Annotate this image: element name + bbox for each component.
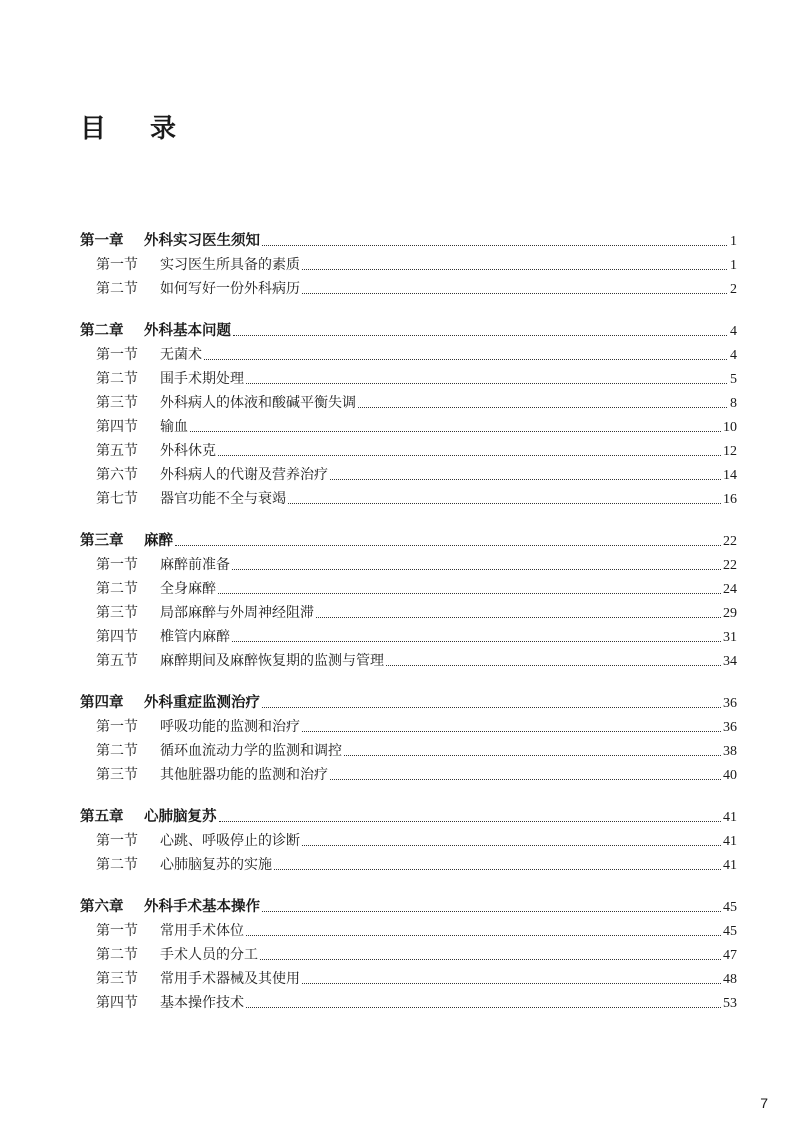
section-number: 第二节	[96, 743, 138, 759]
page-number: 7	[760, 1095, 768, 1111]
section-number: 第四节	[96, 629, 138, 645]
section-page-number: 24	[723, 582, 737, 597]
toc-section-entry[interactable]	[80, 763, 737, 787]
section-page-number: 2	[730, 282, 737, 297]
toc-section-entry[interactable]	[80, 277, 737, 301]
dot-leader	[190, 430, 721, 432]
section-title: 外科病人的代谢及营养治疗	[160, 467, 328, 483]
dot-leader	[218, 592, 721, 594]
chapter-title: 心肺脑复苏	[144, 809, 217, 825]
section-number: 第五节	[96, 653, 138, 669]
toc-section-entry[interactable]	[80, 439, 737, 463]
section-number: 第三节	[96, 971, 138, 987]
chapter-title: 外科实习医生须知	[144, 233, 260, 249]
section-number: 第二节	[96, 947, 138, 963]
dot-leader	[344, 754, 721, 756]
section-title: 外科病人的体液和酸碱平衡失调	[160, 395, 356, 411]
section-number: 第三节	[96, 767, 138, 783]
section-page-number: 22	[723, 558, 737, 573]
section-title: 局部麻醉与外周神经阻滞	[160, 605, 314, 621]
section-number: 第二节	[96, 281, 138, 297]
toc-section-entry[interactable]	[80, 391, 737, 415]
section-title: 围手术期处理	[160, 371, 244, 387]
section-title: 心跳、呼吸停止的诊断	[160, 833, 300, 849]
section-title: 输血	[160, 419, 188, 435]
dot-leader	[358, 406, 727, 408]
title-char-1: 目	[80, 114, 107, 144]
chapter-page-number: 41	[723, 810, 737, 825]
toc-section-entry[interactable]	[80, 415, 737, 439]
chapter-number: 第三章	[80, 533, 124, 549]
section-title: 麻醉前准备	[160, 557, 230, 573]
section-number: 第一节	[96, 833, 138, 849]
section-title: 实习医生所具备的素质	[160, 257, 300, 273]
toc-chapter-entry[interactable]	[80, 805, 737, 829]
dot-leader	[262, 706, 721, 708]
toc-section-entry[interactable]	[80, 943, 737, 967]
dot-leader	[288, 502, 721, 504]
toc-section-entry[interactable]	[80, 919, 737, 943]
section-page-number: 45	[723, 924, 737, 939]
section-page-number: 4	[730, 348, 737, 363]
chapter-title: 外科基本问题	[144, 323, 231, 339]
dot-leader	[175, 544, 721, 546]
dot-leader	[232, 568, 721, 570]
section-number: 第五节	[96, 443, 138, 459]
toc-chapter-entry[interactable]	[80, 895, 737, 919]
section-number: 第一节	[96, 347, 138, 363]
section-title: 椎管内麻醉	[160, 629, 230, 645]
dot-leader	[302, 268, 727, 270]
section-title: 循环血流动力学的监测和调控	[160, 743, 342, 759]
toc-section-entry[interactable]	[80, 577, 737, 601]
toc-section-entry[interactable]	[80, 739, 737, 763]
section-number: 第七节	[96, 491, 138, 507]
section-page-number: 8	[730, 396, 737, 411]
dot-leader	[246, 934, 721, 936]
toc-section-entry[interactable]	[80, 991, 737, 1015]
toc-section-entry[interactable]	[80, 601, 737, 625]
section-page-number: 41	[723, 858, 737, 873]
dot-leader	[260, 958, 721, 960]
chapter-page-number: 1	[730, 234, 737, 249]
section-number: 第一节	[96, 557, 138, 573]
chapter-number: 第二章	[80, 323, 124, 339]
section-number: 第二节	[96, 857, 138, 873]
dot-leader	[219, 820, 722, 822]
dot-leader	[262, 244, 727, 246]
table-of-contents	[80, 229, 737, 1033]
section-title: 器官功能不全与衰竭	[160, 491, 286, 507]
dot-leader	[246, 1006, 721, 1008]
section-number: 第一节	[96, 923, 138, 939]
toc-section-entry[interactable]	[80, 343, 737, 367]
section-title: 常用手术体位	[160, 923, 244, 939]
chapter-number: 第四章	[80, 695, 124, 711]
section-page-number: 47	[723, 948, 737, 963]
section-page-number: 31	[723, 630, 737, 645]
section-title: 心肺脑复苏的实施	[160, 857, 272, 873]
chapter-group	[80, 691, 737, 787]
toc-chapter-entry[interactable]	[80, 529, 737, 553]
section-title: 手术人员的分工	[160, 947, 258, 963]
section-page-number: 48	[723, 972, 737, 987]
dot-leader	[218, 454, 721, 456]
section-page-number: 29	[723, 606, 737, 621]
section-page-number: 34	[723, 654, 737, 669]
section-page-number: 41	[723, 834, 737, 849]
section-number: 第六节	[96, 467, 138, 483]
section-page-number: 38	[723, 744, 737, 759]
chapter-number: 第五章	[80, 809, 124, 825]
toc-section-entry[interactable]	[80, 649, 737, 673]
section-title: 麻醉期间及麻醉恢复期的监测与管理	[160, 653, 384, 669]
chapter-page-number: 22	[723, 534, 737, 549]
dot-leader	[302, 292, 727, 294]
dot-leader	[302, 982, 721, 984]
section-title: 如何写好一份外科病历	[160, 281, 300, 297]
section-page-number: 16	[723, 492, 737, 507]
chapter-title: 外科手术基本操作	[144, 899, 260, 915]
section-title: 全身麻醉	[160, 581, 216, 597]
toc-section-entry[interactable]	[80, 967, 737, 991]
section-title: 其他脏器功能的监测和治疗	[160, 767, 328, 783]
section-title: 常用手术器械及其使用	[160, 971, 300, 987]
section-title: 基本操作技术	[160, 995, 244, 1011]
chapter-number: 第六章	[80, 899, 124, 915]
section-number: 第一节	[96, 719, 138, 735]
dot-leader	[246, 382, 727, 384]
section-page-number: 12	[723, 444, 737, 459]
toc-section-entry[interactable]	[80, 715, 737, 739]
section-page-number: 53	[723, 996, 737, 1011]
section-number: 第二节	[96, 581, 138, 597]
dot-leader	[330, 778, 721, 780]
dot-leader	[330, 478, 721, 480]
toc-chapter-entry[interactable]	[80, 229, 737, 253]
toc-section-entry[interactable]	[80, 829, 737, 853]
section-title: 外科休克	[160, 443, 216, 459]
chapter-group	[80, 805, 737, 877]
section-page-number: 40	[723, 768, 737, 783]
chapter-group	[80, 319, 737, 511]
section-page-number: 1	[730, 258, 737, 273]
chapter-group	[80, 895, 737, 1015]
section-number: 第二节	[96, 371, 138, 387]
section-number: 第一节	[96, 257, 138, 273]
section-page-number: 10	[723, 420, 737, 435]
dot-leader	[386, 664, 721, 666]
section-number: 第三节	[96, 395, 138, 411]
dot-leader	[262, 910, 721, 912]
chapter-number: 第一章	[80, 233, 124, 249]
dot-leader	[233, 334, 727, 336]
dot-leader	[302, 844, 721, 846]
toc-section-entry[interactable]	[80, 487, 737, 511]
chapter-title: 外科重症监测治疗	[144, 695, 260, 711]
section-title: 无菌术	[160, 347, 202, 363]
dot-leader	[316, 616, 721, 618]
title-char-2: 录	[150, 114, 177, 144]
toc-section-entry[interactable]	[80, 253, 737, 277]
section-number: 第三节	[96, 605, 138, 621]
section-page-number: 5	[730, 372, 737, 387]
toc-chapter-entry[interactable]	[80, 319, 737, 343]
section-number: 第四节	[96, 995, 138, 1011]
page-title	[80, 108, 176, 145]
chapter-page-number: 36	[723, 696, 737, 711]
dot-leader	[302, 730, 721, 732]
toc-chapter-entry[interactable]	[80, 691, 737, 715]
toc-section-entry[interactable]	[80, 625, 737, 649]
dot-leader	[204, 358, 727, 360]
chapter-title: 麻醉	[144, 533, 173, 549]
section-page-number: 14	[723, 468, 737, 483]
chapter-page-number: 4	[730, 324, 737, 339]
toc-section-entry[interactable]	[80, 463, 737, 487]
toc-section-entry[interactable]	[80, 367, 737, 391]
section-number: 第四节	[96, 419, 138, 435]
toc-section-entry[interactable]	[80, 853, 737, 877]
dot-leader	[274, 868, 721, 870]
chapter-page-number: 45	[723, 900, 737, 915]
dot-leader	[232, 640, 721, 642]
chapter-group	[80, 229, 737, 301]
section-page-number: 36	[723, 720, 737, 735]
section-title: 呼吸功能的监测和治疗	[160, 719, 300, 735]
chapter-group	[80, 529, 737, 673]
toc-section-entry[interactable]	[80, 553, 737, 577]
